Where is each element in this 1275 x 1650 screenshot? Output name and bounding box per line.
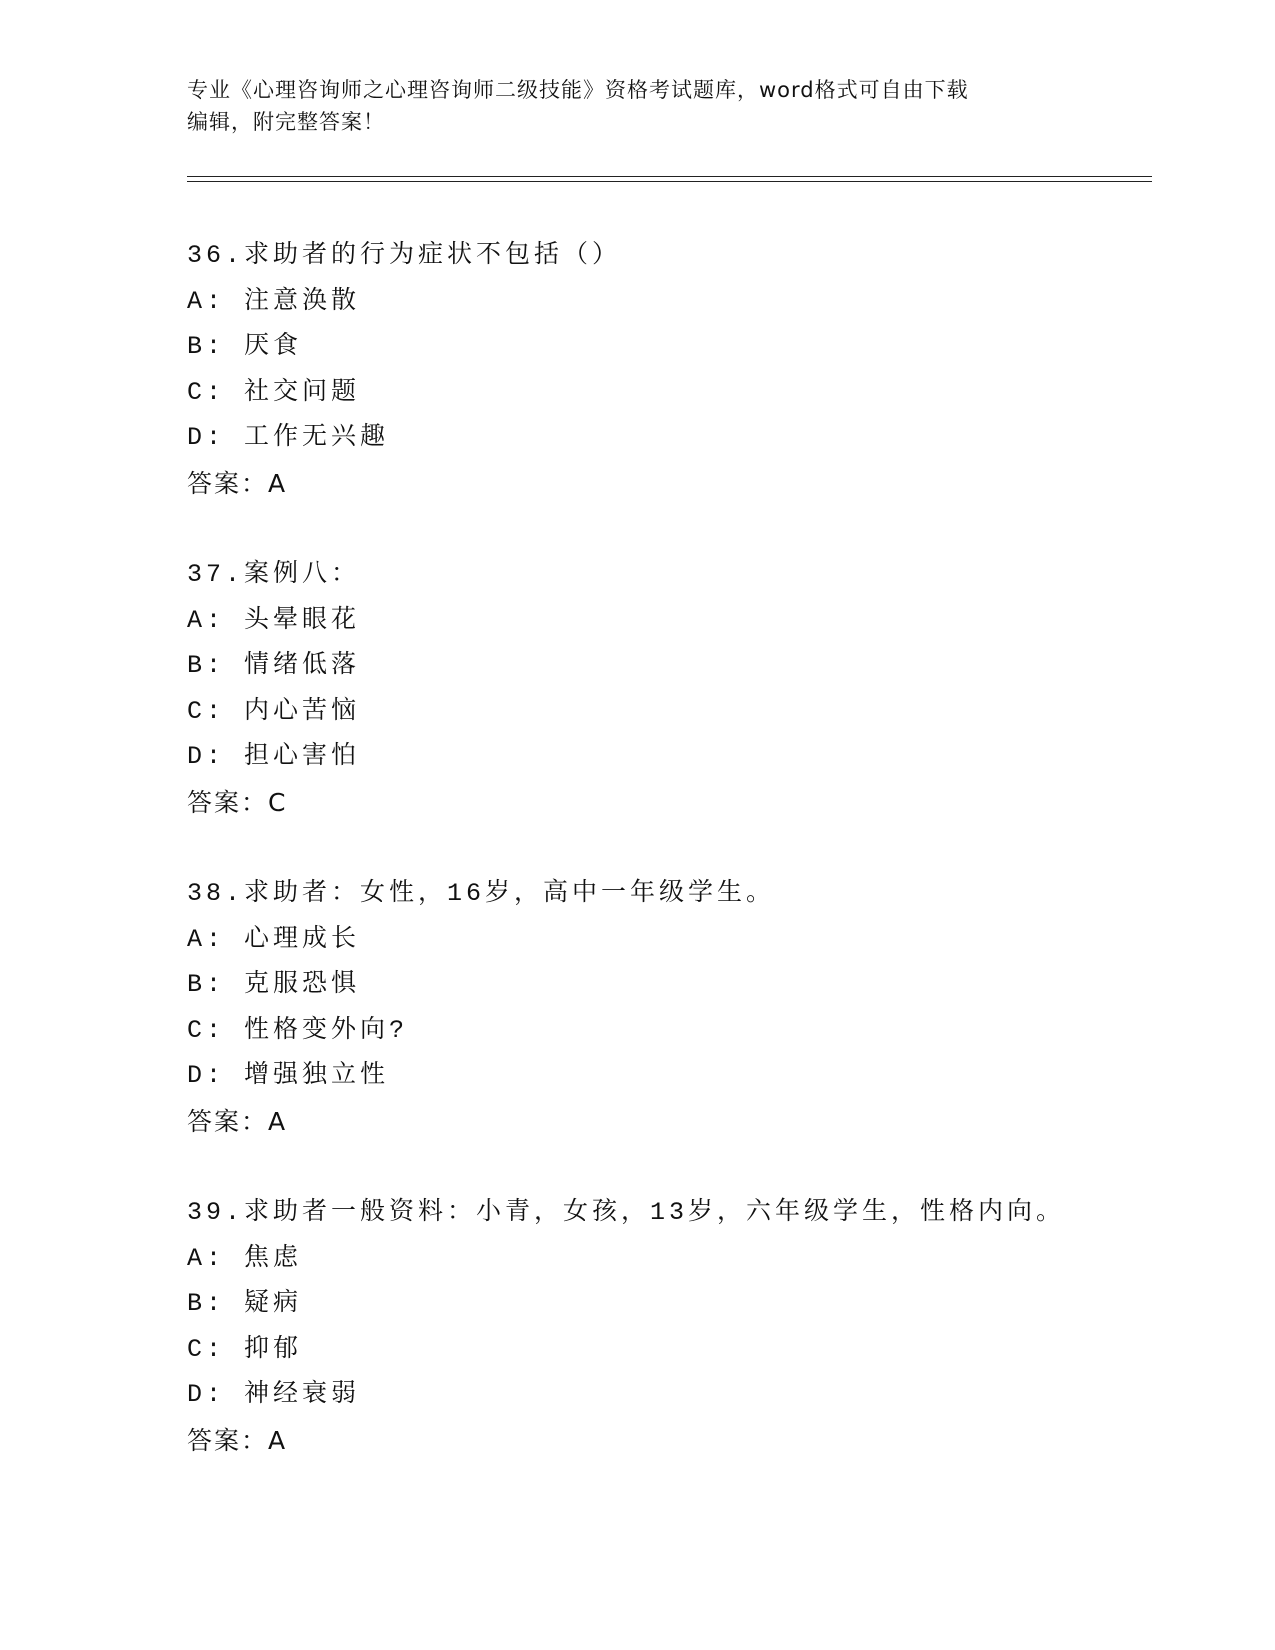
option-b: B: 克服恐惧 xyxy=(187,970,361,999)
header-divider-top xyxy=(187,176,1152,177)
answer: 答案：A xyxy=(187,468,288,498)
option-b: B: 疑病 xyxy=(187,1289,303,1318)
option-b: B: 厌食 xyxy=(187,332,303,361)
option-c: C: 抑郁 xyxy=(187,1334,303,1364)
answer: 答案：C xyxy=(187,787,288,817)
question-36 xyxy=(187,233,1147,506)
option-c: C: 性格变外向? xyxy=(187,1015,409,1045)
option-a: A: 注意涣散 xyxy=(187,286,361,316)
option-d: D: 增强独立性 xyxy=(187,1061,390,1090)
question-stem: 39.求助者一般资料：小青，女孩，13岁，六年级学生，性格内向。 xyxy=(187,1198,1066,1227)
option-a: A: 心理成长 xyxy=(187,924,361,954)
question-39 xyxy=(187,1190,1147,1463)
question-stem: 36.求助者的行为症状不包括（） xyxy=(187,241,622,270)
answer: 答案：A xyxy=(187,1106,288,1136)
question-37 xyxy=(187,552,1147,825)
option-d: D: 神经衰弱 xyxy=(187,1380,361,1409)
header-line-1: 专业《心理咨询师之心理咨询师二级技能》资格考试题库，word格式可自由下载 xyxy=(187,78,969,102)
option-c: C: 社交问题 xyxy=(187,377,361,407)
question-stem: 38.求助者：女性，16岁，高中一年级学生。 xyxy=(187,879,776,908)
option-d: D: 工作无兴趣 xyxy=(187,423,390,452)
option-a: A: 焦虑 xyxy=(187,1243,303,1273)
option-a: A: 头晕眼花 xyxy=(187,605,361,635)
option-d: D: 担心害怕 xyxy=(187,742,361,771)
option-b: B: 情绪低落 xyxy=(187,651,361,680)
header-divider-bottom xyxy=(187,181,1152,182)
document-header xyxy=(187,74,1087,138)
answer: 答案：A xyxy=(187,1425,288,1455)
question-38 xyxy=(187,871,1147,1144)
option-c: C: 内心苦恼 xyxy=(187,696,361,726)
question-stem: 37.案例八： xyxy=(187,560,361,589)
header-line-2: 编辑，附完整答案！ xyxy=(187,110,385,134)
